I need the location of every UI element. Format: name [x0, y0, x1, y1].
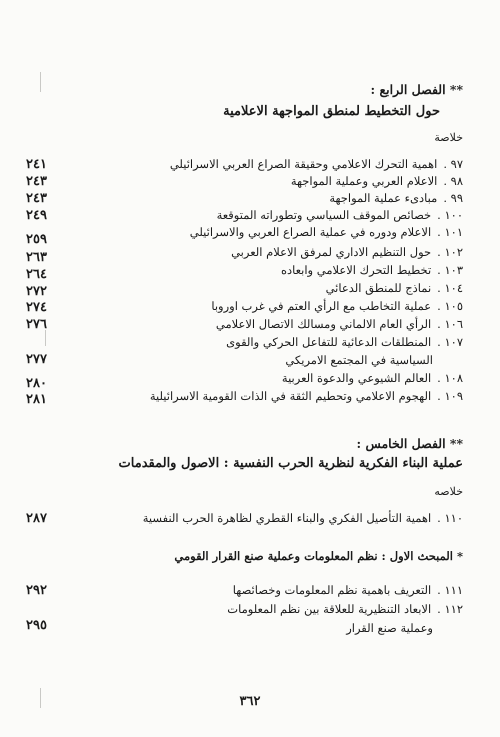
- toc-entry-continuation: وعملية صنع القرار: [346, 621, 433, 635]
- toc-page-number: ٢٨١: [26, 392, 47, 407]
- chapter-4-title: حول التخطيط لمنطق المواجهة الاعلامية: [223, 104, 440, 119]
- toc-page-number: ٢٤٩: [26, 208, 47, 223]
- toc-entry: ١١٠ .اهمية التأصيل الفكري والبناء القطري لظاهرة الحرب النفسية: [142, 511, 463, 525]
- toc-entry: ١٠٧ .المنطلقات الدعائية للتفاعل الحركي والقوى: [226, 335, 463, 349]
- toc-entry: ١١٢ .الابعاد التنظيرية للعلاقة بين نظم المعلومات: [227, 602, 463, 616]
- toc-entry-continuation: السياسية في المجتمع الامريكي: [285, 353, 433, 367]
- page-number: ٣٦٢: [239, 694, 261, 709]
- margin-mark: [40, 72, 41, 92]
- toc-page-number: ٢٤٣: [26, 174, 47, 189]
- toc-page-number: ٢٦٣: [26, 250, 47, 265]
- toc-entry: ١٠٢ .حول التنظيم الاداري لمرفق الاعلام العربي: [231, 245, 463, 259]
- toc-page-number: ٢٦٤: [26, 267, 47, 282]
- toc-page-number: ٢٥٩: [26, 232, 47, 247]
- toc-page-number: ٢٨٧: [26, 511, 47, 526]
- toc-page-number: ٢٧٢: [26, 284, 47, 299]
- chapter-5-heading: ** الفصل الخامس :: [356, 436, 463, 451]
- toc-page-number: ٢٨٠: [26, 376, 47, 391]
- toc-entry: ١٠١ .الاعلام ودوره في عملية الصراع العربي والاسرائيلي: [189, 225, 463, 239]
- toc-page-number: ٢٩٥: [26, 618, 47, 633]
- toc-entry: ١٠٠ .خصائص الموقف السياسي وتطوراته المتوقعة: [216, 208, 463, 222]
- chapter-4-heading: ** الفصل الرابع :: [370, 82, 463, 97]
- chapter-4-summary: خلاصة: [434, 131, 463, 144]
- toc-entry: ٩٩ .مبادىء عملية المواجهة: [329, 191, 463, 205]
- toc-page-number: ٢٧٦: [26, 317, 47, 332]
- toc-entry: ١٠٤ .نماذج للمنطق الدعائي: [325, 281, 463, 295]
- toc-entry: ١٠٣ .تخطيط التحرك الاعلامي وابعاده: [280, 263, 463, 277]
- margin-mark: [45, 330, 46, 346]
- chapter-5-title: عملية البناء الفكرية لنظرية الحرب النفسية : الاصول والمقدمات: [118, 456, 463, 471]
- chapter-5-summary: خلاصه: [434, 485, 463, 498]
- toc-entry: ١٠٩ .الهجوم الاعلامي وتحطيم الثقة في الذات القومية الاسرائيلية: [149, 389, 463, 403]
- toc-entry: ٩٧ .اهمية التحرك الاعلامي وحقيقة الصراع العربي الاسرائيلي: [169, 157, 463, 171]
- toc-entry: ٩٨ .الاعلام العربي وعملية المواجهة: [290, 174, 463, 188]
- toc-entry: ١٠٥ .عملية التخاطب مع الرأي العتم في غرب اوروبا: [211, 299, 463, 313]
- toc-page-number: ٢٩٢: [26, 583, 47, 598]
- toc-page-number: ٢٤٣: [26, 191, 47, 206]
- toc-entry: ١٠٨ .العالم الشيوعي والدعوة العربية: [281, 371, 463, 385]
- toc-page-number: ٢٧٤: [26, 300, 47, 315]
- toc-entry: ١١١ .التعريف باهمية نظم المعلومات وخصائصها: [232, 583, 463, 597]
- toc-page-number: ٢٤١: [26, 157, 47, 172]
- toc-page-number: ٢٧٧: [26, 352, 47, 367]
- toc-entry: ١٠٦ .الرأي العام الالماني ومسالك الاتصال الاعلامي: [215, 317, 463, 331]
- section-1-heading: * المبحث الاول : نظم المعلومات وعملية صنع القرار القومي: [174, 549, 463, 563]
